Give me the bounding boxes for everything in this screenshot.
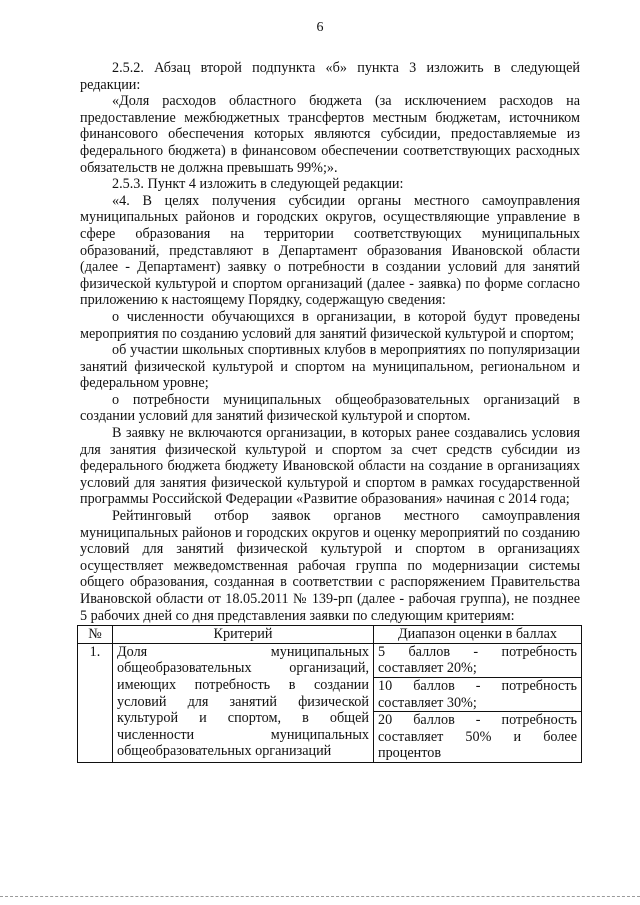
paragraph-students-count: о численности обучающихся в организации, в которой будут проведены мероприятия по созданию условий для занятий физической культурой и спортом;: [80, 308, 580, 342]
paragraph-2-5-3: 2.5.3. Пункт 4 изложить в следующей редакции:: [112, 176, 404, 193]
score-range-item: 10 баллов - потребность составляет 30%;: [374, 678, 581, 712]
paragraph-2-5-2: 2.5.2. Абзац второй подпункта «б» пункта 3 изложить в следующей редакции:: [80, 60, 580, 93]
score-range-item: 20 баллов - потребность составляет 50% и более процентов: [378, 712, 577, 762]
paragraph-needs: о потребности муниципальных общеобразовательных организаций в создании условий для занятий физической культурой и спортом.: [80, 391, 580, 425]
criteria-table-header-row: [78, 626, 582, 644]
header-criterion: Критерий: [113, 626, 374, 644]
scan-edge-divider: [0, 896, 640, 899]
page-number: 6: [316, 20, 324, 35]
score-range-item: 5 баллов - потребность составляет 20%;: [374, 644, 581, 678]
paragraph-rating-selection: Рейтинговый отбор заявок органов местного самоуправления муниципальных районов и городских округов и оценку мероприятий по созданию условий для занятий физической культурой и спортом в организациях осуществляет межведомственная рабочая группа по модернизации системы общего образования, созданная в соответствии с распоряжением Правительства Ивановской области от 18.05.2011 № 139-рп (далее - рабочая группа), не позднее 5 рабочих дней со дня представления заявки по следующим критериям:: [80, 508, 580, 624]
header-score-range: Диапазон оценки в баллах: [374, 626, 582, 644]
paragraph-quote-budget-share: «Доля расходов областного бюджета (за исключением расходов на предоставление межбюджетных трансфертов местным бюджетам, источником финансового обеспечения которых являются субсидии, предоставляемые из федерального бюджета) в финансовом обеспечении соответствующих расходных обязательств не должна превышать 99%;».: [80, 93, 580, 176]
row-score-ranges: [374, 643, 582, 762]
table-row: [78, 643, 582, 762]
criteria-table: [77, 625, 582, 763]
paragraph-school-clubs: об участии школьных спортивных клубов в мероприятиях по популяризации занятий физической культурой и спортом на муниципальном, региональном и федеральном уровне;: [80, 342, 580, 392]
row-criterion: Доля муниципальных общеобразовательных организаций, имеющих потребность в создании условий для занятий физической культурой и спортом, в общей численности муниципальных общеобразовательных организаций: [113, 643, 374, 762]
row-number: 1.: [78, 643, 113, 762]
paragraph-point-4: «4. В целях получения субсидии органы местного самоуправления муниципальных районов и городских округов, осуществляющие управление в сфере образования на территории соответствующих муниципальных образований, представляют в Департамент образования Ивановской области (далее - Департамент) заявку о потребности в создании условий для занятий физической культурой и спортом организаций (далее - заявка) по форме согласно приложению к настоящему Порядку, содержащую сведения:: [80, 192, 580, 309]
header-number: №: [78, 626, 113, 644]
paragraph-exclusions: В заявку не включаются организации, в которых ранее создавались условия для занятия физической культурой и спортом за счет средств субсидии из федерального бюджета бюджету Ивановской области на создание в организациях условий для занятия физической культурой и спортом в рамках государственной программы Российской Федерации «Развитие образования» начиная с 2014 года;: [80, 425, 580, 508]
document-body: [80, 60, 580, 763]
